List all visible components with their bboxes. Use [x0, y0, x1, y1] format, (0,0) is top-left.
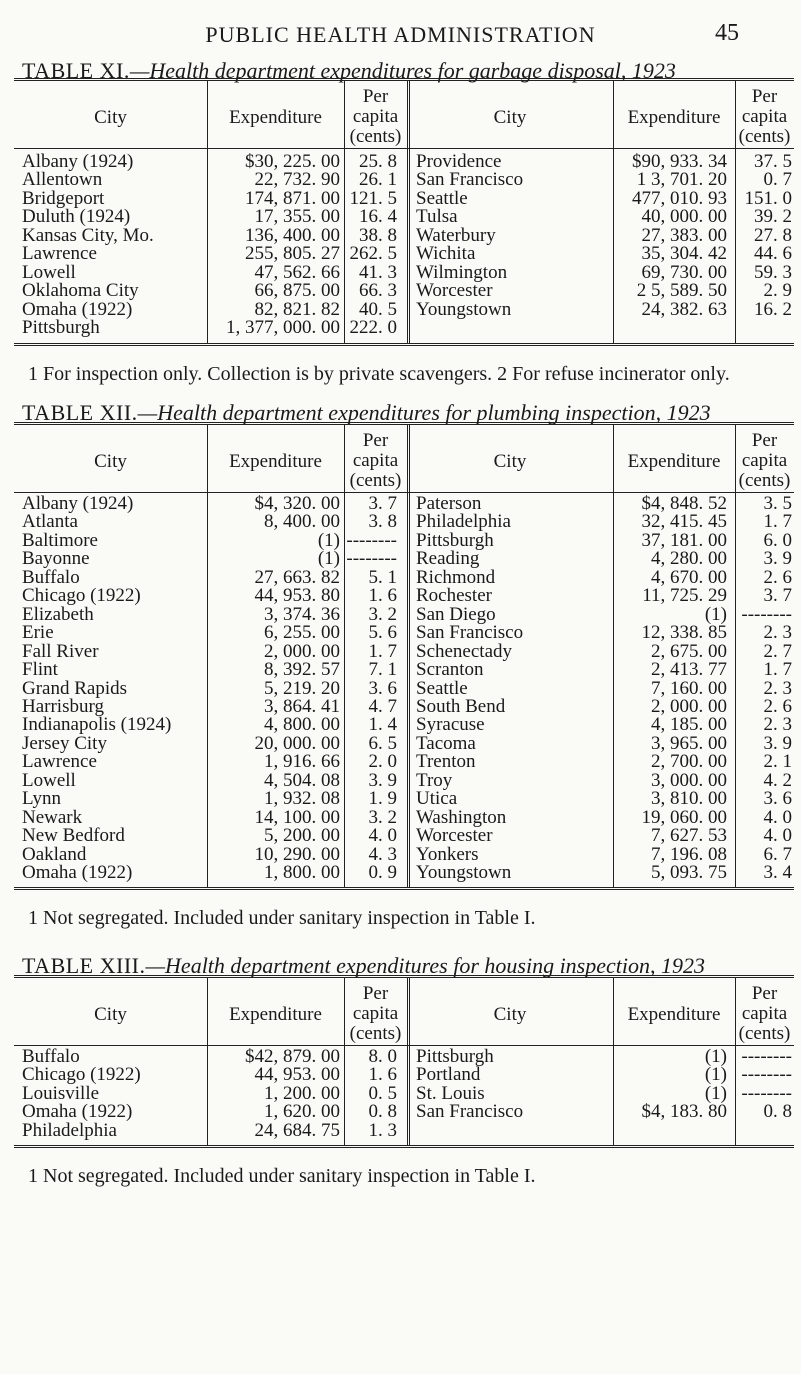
per-capita-value: -------- [346, 530, 397, 551]
per-capita-value: 1. 6 [368, 1065, 397, 1086]
per-capita-value: 40. 5 [359, 299, 397, 320]
city-name: Duluth (1924) [22, 207, 131, 228]
table-label: TABLE XI. [22, 58, 130, 83]
per-capita-value: 3. 9 [368, 770, 397, 791]
per-capita-header: capita [352, 450, 399, 471]
expenditure-value: 14, 100. 00 [254, 807, 340, 828]
expenditure-value: 24, 382. 63 [641, 299, 727, 320]
expenditure-value: 8, 392. 57 [264, 660, 340, 681]
expenditure-value: 7, 627. 53 [651, 826, 727, 847]
city-name: Kansas City, Mo. [22, 225, 154, 246]
expenditure-value: 4, 185. 00 [651, 715, 727, 736]
expenditure-value: 22, 732. 90 [254, 170, 340, 191]
per-capita-value: 39. 2 [754, 207, 792, 228]
city-name: Louisville [22, 1083, 100, 1104]
city-name: Allentown [22, 170, 103, 191]
expenditure-value: 44, 953. 00 [254, 1065, 340, 1086]
city-name: Tulsa [416, 207, 458, 228]
per-capita-value: 7. 1 [368, 660, 397, 681]
per-capita-header: Per [362, 430, 389, 451]
per-capita-value: 38. 8 [359, 225, 397, 246]
per-capita-value: 1. 4 [368, 715, 397, 736]
expenditure-value: 1, 377, 000. 00 [226, 318, 340, 339]
city-name: Utica [416, 789, 458, 810]
city-name: Omaha (1922) [22, 863, 133, 883]
column-divider [407, 425, 410, 887]
expenditure-value: $42, 879. 00 [245, 1047, 340, 1067]
per-capita-value: 5. 1 [368, 567, 397, 588]
per-capita-value: 0. 5 [368, 1083, 397, 1104]
expenditure-value: 2, 413. 77 [651, 660, 727, 681]
city-name: Erie [22, 623, 54, 644]
per-capita-value: 59. 3 [754, 262, 792, 283]
city-name: Worcester [416, 826, 493, 847]
city-name: Waterbury [416, 225, 496, 246]
table-title: —Health department expenditures for plumbing inspection, 1923 [137, 400, 711, 425]
per-capita-value: 2. 6 [763, 696, 792, 717]
expenditure-value: 2, 000. 00 [264, 641, 340, 662]
expenditure-value: 3, 000. 00 [651, 770, 727, 791]
city-name: Wichita [416, 244, 476, 265]
table-footnote: 1 Not segregated. Included under sanitary inspection in Table I. [28, 907, 536, 930]
per-capita-value: 262. 5 [349, 244, 397, 265]
city-header: City [94, 107, 127, 128]
per-capita-value: 4. 0 [763, 826, 792, 847]
table-title: —Health department expenditures for garbage disposal, 1923 [129, 58, 676, 83]
city-name: Youngstown [416, 299, 512, 320]
table-footnote: 1 For inspection only. Collection is by private scavengers. 2 For refuse incinerator only. [28, 362, 730, 385]
per-capita-value: 66. 3 [359, 281, 397, 302]
city-name: Lawrence [22, 752, 97, 773]
per-capita-value: 3. 6 [368, 678, 397, 699]
city-name: Indianapolis (1924) [22, 715, 172, 736]
expenditure-value: 1, 916. 66 [264, 752, 340, 773]
city-name: Chicago (1922) [22, 1065, 141, 1086]
per-capita-value: 2. 3 [763, 623, 792, 644]
per-capita-value: 6. 5 [368, 733, 397, 754]
expenditure-value: 8, 400. 00 [264, 512, 340, 533]
expenditure-value: 4, 670. 00 [651, 567, 727, 588]
per-capita-value: -------- [741, 1083, 792, 1104]
per-capita-value: 6. 0 [763, 530, 792, 551]
table-top-rule [14, 78, 794, 81]
city-name: New Bedford [22, 826, 125, 847]
expenditure-value: 5, 200. 00 [264, 826, 340, 847]
city-name: Youngstown [416, 863, 512, 883]
expenditure-value: 4, 800. 00 [264, 715, 340, 736]
per-capita-value: 0. 8 [763, 1102, 792, 1123]
city-name: Baltimore [22, 530, 98, 551]
expenditure-value: $4, 848. 52 [641, 494, 727, 514]
city-header: City [493, 451, 527, 472]
expenditure-value: (1) [317, 549, 340, 570]
per-capita-value: 37. 5 [754, 152, 792, 172]
table-bottom-rule [14, 887, 794, 890]
expenditure-value: 12, 338. 85 [641, 623, 727, 644]
per-capita-value: 1. 3 [368, 1120, 397, 1141]
expenditure-value: 35, 304. 42 [641, 244, 727, 265]
running-head [0, 22, 801, 52]
city-name: Pittsburgh [22, 318, 100, 339]
city-name: Philadelphia [416, 512, 511, 533]
city-name: Grand Rapids [22, 678, 128, 699]
city-header: City [94, 1004, 127, 1025]
expenditure-value: 27, 383. 00 [641, 225, 727, 246]
per-capita-value: 41. 3 [359, 262, 397, 283]
expenditure-value: 69, 730. 00 [641, 262, 727, 283]
per-capita-header: (cents) [738, 126, 791, 147]
per-capita-value: 0. 9 [368, 863, 397, 883]
city-name: Jersey City [22, 733, 107, 754]
per-capita-value: -------- [346, 549, 397, 570]
city-name: Seattle [416, 678, 468, 699]
expenditure-value: 17, 355. 00 [254, 207, 340, 228]
table-title: —Health department expenditures for housing inspection, 1923 [145, 953, 705, 978]
per-capita-value: 3. 9 [763, 733, 792, 754]
expenditure-value: 4, 504. 08 [264, 770, 340, 791]
per-capita-value: 8. 0 [368, 1047, 397, 1067]
expenditure-header: Expenditure [627, 107, 721, 128]
expenditure-value: 174, 871. 00 [245, 188, 340, 209]
city-name: Oklahoma City [22, 281, 139, 302]
expenditure-value: 32, 415. 45 [641, 512, 727, 533]
header-bottom-rule [14, 148, 794, 149]
table-top-rule [14, 975, 794, 978]
per-capita-value: 2. 0 [368, 752, 397, 773]
city-name: San Diego [416, 604, 496, 625]
per-capita-header: Per [362, 983, 389, 1004]
city-header: City [94, 451, 127, 472]
city-header: City [493, 107, 527, 128]
city-name: Paterson [416, 494, 482, 514]
city-name: Fall River [22, 641, 99, 662]
expenditure-value: $4, 320. 00 [254, 494, 340, 514]
expenditure-header: Expenditure [627, 451, 721, 472]
expenditure-value: 2, 675. 00 [651, 641, 727, 662]
per-capita-value: 151. 0 [744, 188, 792, 209]
expenditure-value: $4, 183. 80 [641, 1102, 727, 1123]
expenditure-value: 11, 725. 29 [642, 586, 727, 607]
city-name: Harrisburg [22, 696, 104, 717]
expenditure-value: 3, 810. 00 [651, 789, 727, 810]
expenditure-value: 3, 965. 00 [651, 733, 727, 754]
per-capita-value: 44. 6 [754, 244, 792, 265]
city-name: Portland [416, 1065, 481, 1086]
expenditure-value: 24, 684. 75 [254, 1120, 340, 1141]
city-name: Elizabeth [22, 604, 94, 625]
per-capita-value: 222. 0 [349, 318, 397, 339]
expenditure-value: 255, 805. 27 [245, 244, 340, 265]
city-name: Oakland [22, 844, 87, 865]
expenditure-value: 1, 800. 00 [264, 863, 340, 883]
expenditure-value: $90, 933. 34 [632, 152, 727, 172]
per-capita-value: -------- [741, 1047, 792, 1067]
per-capita-header: capita [352, 1003, 399, 1024]
city-name: Lowell [22, 262, 76, 283]
per-capita-value: 2. 3 [763, 715, 792, 736]
table-footnote: 1 Not segregated. Included under sanitary inspection in Table I. [28, 1165, 536, 1188]
table-bottom-rule [14, 343, 794, 346]
per-capita-value: 3. 8 [368, 512, 397, 533]
expenditure-value: 1, 620. 00 [264, 1102, 340, 1123]
expenditure-header: Expenditure [229, 1004, 322, 1025]
per-capita-value: 3. 7 [368, 494, 397, 514]
city-name: Lowell [22, 770, 76, 791]
city-name: San Francisco [416, 170, 524, 191]
city-name: Bridgeport [22, 188, 105, 209]
expenditure-value: $30, 225. 00 [245, 152, 340, 172]
expenditure-value: (1) [704, 1083, 727, 1104]
per-capita-header: (cents) [349, 470, 402, 491]
per-capita-value: 5. 6 [368, 623, 397, 644]
per-capita-header: (cents) [349, 1023, 402, 1044]
per-capita-value: 25. 8 [359, 152, 397, 172]
expenditure-value: 82, 821. 82 [254, 299, 340, 320]
per-capita-value: 4. 0 [763, 807, 792, 828]
per-capita-header: capita [741, 106, 788, 127]
city-name: Albany (1924) [22, 152, 134, 172]
expenditure-value: 5, 093. 75 [651, 863, 727, 883]
city-name: Pittsburgh [416, 1047, 494, 1067]
city-name: Atlanta [22, 512, 78, 533]
city-name: Omaha (1922) [22, 299, 133, 320]
per-capita-value: 3. 9 [763, 549, 792, 570]
per-capita-value: 3. 2 [368, 604, 397, 625]
per-capita-value: 2. 3 [763, 678, 792, 699]
per-capita-header: (cents) [738, 470, 791, 491]
column-divider [207, 425, 208, 887]
expenditure-value: 5, 219. 20 [264, 678, 340, 699]
expenditure-header: Expenditure [229, 107, 322, 128]
expenditure-value: 1 3, 701. 20 [636, 170, 727, 191]
city-name: Albany (1924) [22, 494, 134, 514]
per-capita-value: 1. 7 [763, 660, 792, 681]
expenditure-value: 37, 181. 00 [641, 530, 727, 551]
per-capita-header: (cents) [349, 126, 402, 147]
city-name: Omaha (1922) [22, 1102, 133, 1123]
expenditure-value: 7, 160. 00 [651, 678, 727, 699]
expenditure-value: (1) [704, 1047, 727, 1067]
per-capita-value: 3. 5 [763, 494, 792, 514]
city-name: San Francisco [416, 623, 524, 644]
per-capita-value: 4. 7 [368, 696, 397, 717]
city-name: Rochester [416, 586, 492, 607]
per-capita-header: Per [751, 983, 778, 1004]
per-capita-value: 3. 2 [368, 807, 397, 828]
per-capita-value: 6. 7 [763, 844, 792, 865]
city-name: Washington [416, 807, 507, 828]
city-name: Buffalo [22, 567, 80, 588]
expenditure-value: 47, 562. 66 [254, 262, 340, 283]
city-name: Schenectady [416, 641, 513, 662]
city-name: Chicago (1922) [22, 586, 141, 607]
city-name: Flint [22, 660, 58, 681]
header-bottom-rule [14, 1045, 794, 1046]
expenditure-value: 136, 400. 00 [245, 225, 340, 246]
city-name: Buffalo [22, 1047, 80, 1067]
expenditure-value: 2 5, 589. 50 [636, 281, 727, 302]
city-name: Scranton [416, 660, 484, 681]
expenditure-value: 20, 000. 00 [254, 733, 340, 754]
city-name: Seattle [416, 188, 468, 209]
per-capita-value: 1. 9 [368, 789, 397, 810]
per-capita-value: 1. 7 [368, 641, 397, 662]
per-capita-value: -------- [741, 604, 792, 625]
per-capita-header: (cents) [738, 1023, 791, 1044]
city-name: Troy [416, 770, 453, 791]
per-capita-header: capita [741, 450, 788, 471]
per-capita-value: 3. 4 [763, 863, 792, 883]
city-name: St. Louis [416, 1083, 485, 1104]
expenditure-value: 40, 000. 00 [641, 207, 727, 228]
per-capita-value: 16. 2 [754, 299, 792, 320]
expenditure-header: Expenditure [627, 1004, 721, 1025]
expenditure-value: 10, 290. 00 [254, 844, 340, 865]
expenditure-value: (1) [704, 1065, 727, 1086]
city-name: Lawrence [22, 244, 97, 265]
expenditure-value: 1, 932. 08 [264, 789, 340, 810]
city-name: Tacoma [416, 733, 476, 754]
per-capita-value: 1. 7 [763, 512, 792, 533]
per-capita-value: 4. 0 [368, 826, 397, 847]
per-capita-value: 0. 7 [763, 170, 792, 191]
city-name: San Francisco [416, 1102, 524, 1123]
per-capita-value: 4. 3 [368, 844, 397, 865]
page-number: 45 [715, 20, 739, 46]
per-capita-value: 3. 6 [763, 789, 792, 810]
city-name: South Bend [416, 696, 506, 717]
column-divider [735, 425, 736, 887]
expenditure-value: 66, 875. 00 [254, 281, 340, 302]
per-capita-value: 4. 2 [763, 770, 792, 791]
table-label: TABLE XII. [22, 400, 138, 425]
city-header: City [493, 1004, 527, 1025]
expenditure-value: (1) [317, 530, 340, 551]
per-capita-header: Per [362, 86, 389, 107]
expenditure-value: 1, 200. 00 [264, 1083, 340, 1104]
expenditure-value: 7, 196. 08 [651, 844, 727, 865]
city-name: Worcester [416, 281, 493, 302]
per-capita-value: 16. 4 [359, 207, 397, 228]
running-head-title: PUBLIC HEALTH ADMINISTRATION [205, 22, 596, 47]
per-capita-header: capita [352, 106, 399, 127]
expenditure-header: Expenditure [229, 451, 322, 472]
per-capita-value: 2. 9 [763, 281, 792, 302]
per-capita-value: 2. 7 [763, 641, 792, 662]
per-capita-header: Per [751, 86, 778, 107]
expenditure-value: 6, 255. 00 [264, 623, 340, 644]
per-capita-value: 3. 7 [763, 586, 792, 607]
city-name: Syracuse [416, 715, 485, 736]
per-capita-value: -------- [741, 1065, 792, 1086]
city-name: Providence [416, 152, 502, 172]
table-label: TABLE XIII. [22, 953, 146, 978]
per-capita-value: 0. 8 [368, 1102, 397, 1123]
per-capita-value: 27. 8 [754, 225, 792, 246]
table-top-rule [14, 422, 794, 425]
city-name: Newark [22, 807, 83, 828]
city-name: Philadelphia [22, 1120, 117, 1141]
city-name: Yonkers [416, 844, 479, 865]
per-capita-value: 2. 6 [763, 567, 792, 588]
expenditure-value: 4, 280. 00 [651, 549, 727, 570]
per-capita-value: 26. 1 [359, 170, 397, 191]
expenditure-value: 2, 700. 00 [651, 752, 727, 773]
expenditure-value: 19, 060. 00 [641, 807, 727, 828]
city-name: Trenton [416, 752, 476, 773]
city-name: Bayonne [22, 549, 90, 570]
city-name: Wilmington [416, 262, 508, 283]
city-name: Lynn [22, 789, 62, 810]
header-bottom-rule [14, 492, 794, 493]
per-capita-value: 2. 1 [763, 752, 792, 773]
expenditure-value: 3, 374. 36 [264, 604, 340, 625]
expenditure-value: 27, 663. 82 [254, 567, 340, 588]
per-capita-value: 1. 6 [368, 586, 397, 607]
expenditure-value: (1) [704, 604, 727, 625]
city-name: Reading [416, 549, 480, 570]
expenditure-value: 477, 010. 93 [632, 188, 727, 209]
expenditure-value: 3, 864. 41 [264, 696, 340, 717]
expenditure-value: 44, 953. 80 [254, 586, 340, 607]
city-name: Pittsburgh [416, 530, 494, 551]
expenditure-value: 2, 000. 00 [651, 696, 727, 717]
per-capita-header: capita [741, 1003, 788, 1024]
city-name: Richmond [416, 567, 496, 588]
per-capita-value: 121. 5 [349, 188, 397, 209]
table-bottom-rule [14, 1145, 794, 1148]
per-capita-header: Per [751, 430, 778, 451]
